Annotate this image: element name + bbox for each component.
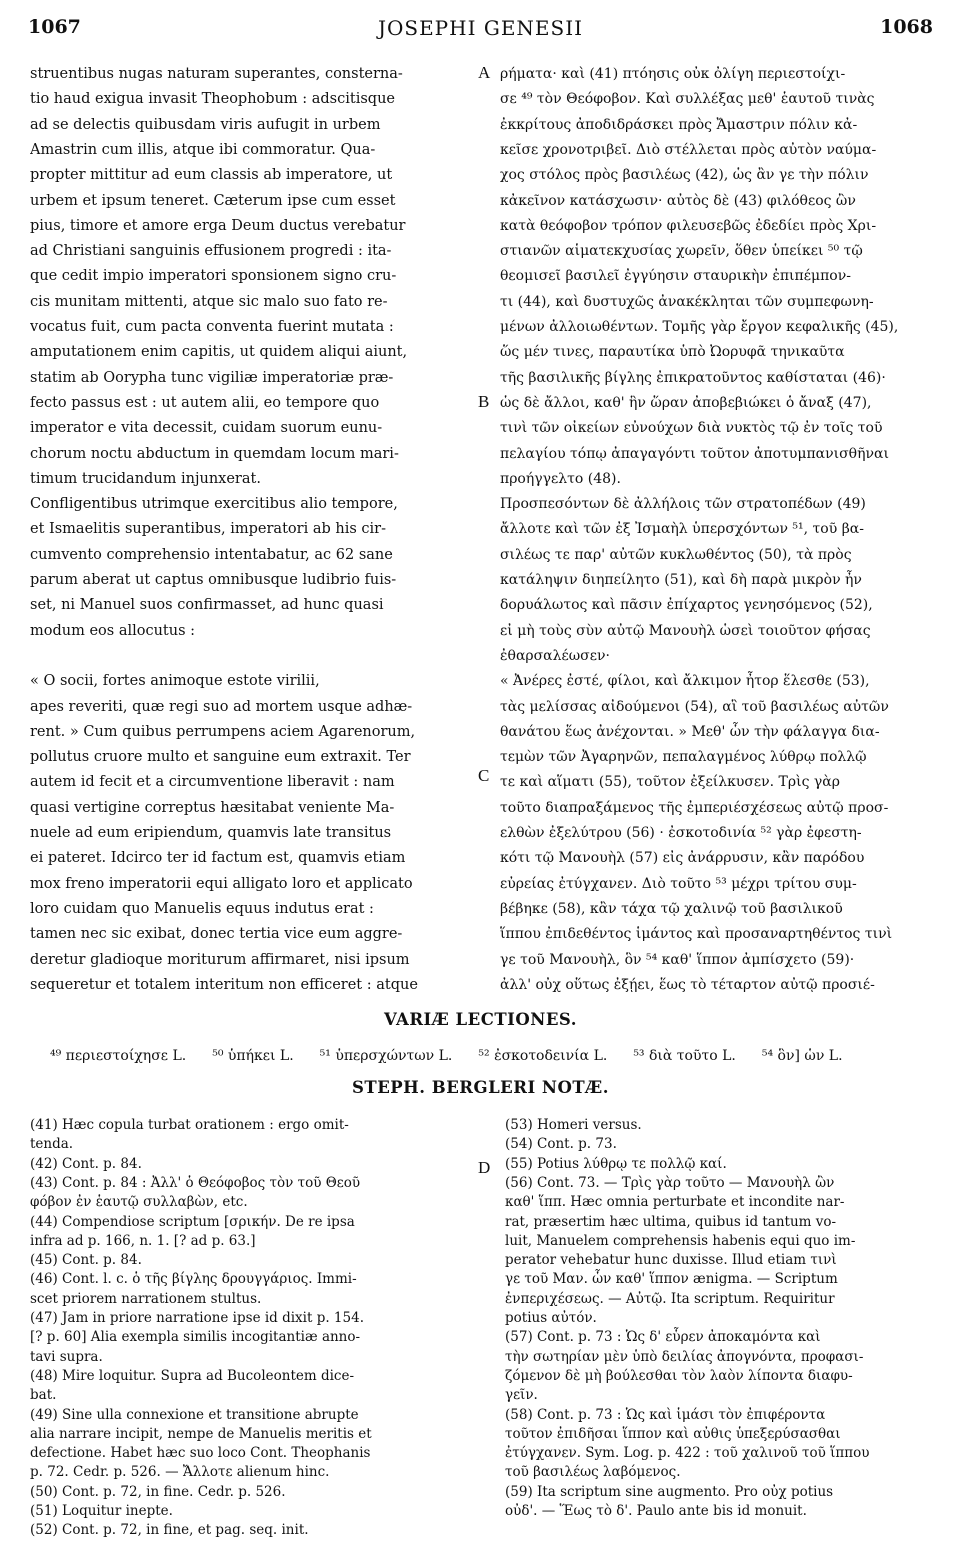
note-right-line: (54) Cont. p. 73.	[505, 1136, 617, 1153]
latin-text-line: amputationem enim capitis, ut quidem aliqui aiunt,	[30, 344, 408, 361]
greek-text-line: κεῖσε χρονοτριβεῖ. Διὸ στέλλεται πρὸς αὐτὸν ναύμα-	[500, 141, 877, 158]
greek-text-line: τῆς βασιλικῆς βίγλης ἐπικρατοῦντος καθίσταται (46)·	[500, 369, 886, 386]
greek-text-line: εὐρείας ἐτύγχανεν. Διὸ τοῦτο ⁵³ μέχρι τρίτου συμ-	[500, 875, 857, 892]
greek-text-line: δορυάλωτος καὶ πᾶσιν ἐπίχαρτος γενησόμενος (52),	[500, 597, 873, 614]
latin-text-line: fecto passus est : ut autem alii, eo tempore quo	[30, 394, 380, 411]
latin-text-line: autem id fecit et a circumventione liberavit : nam	[30, 774, 395, 791]
latin-text-line: Confligentibus utrimque exercitibus alio tempore,	[30, 496, 398, 513]
note-left-line: (46) Cont. l. c. ὁ τῆς βίγλης δρουγγάριος. Immi-	[30, 1271, 357, 1288]
latin-text-line: statim ab Oorypha tunc vigiliæ imperatoriæ præ-	[30, 369, 394, 386]
latin-text-line: chorum noctu abductum in quemdam locum mari-	[30, 445, 399, 462]
latin-text-line: ad Christiani sanguinis effusionem progredi : ita-	[30, 243, 392, 260]
latin-text-line: deretur gladioque moriturum affirmaret, nisi ipsum	[30, 951, 410, 968]
margin-letter-b: B	[478, 392, 490, 411]
variant-reading: ⁵¹ ὑπερσχώντων L.	[319, 1048, 453, 1064]
note-left-line: (42) Cont. p. 84.	[30, 1155, 142, 1172]
greek-text-line: εἰ μὴ τοὺς σὺν αὐτῷ Μανουὴλ ὡσεὶ τοιοῦτον φήσας	[500, 622, 871, 639]
note-right-line: ἐτύγχανεν. Sym. Log. p. 422 : τοῦ χαλινοῦ τοῦ ἵππου	[505, 1445, 870, 1462]
note-left-line: (50) Cont. p. 72, in fine. Cedr. p. 526.	[30, 1483, 286, 1500]
note-left-line: (51) Loquitur inepte.	[30, 1503, 173, 1519]
note-right-line: rat, præsertim hæc ultima, quibus id tantum vo-	[505, 1213, 837, 1230]
greek-text-line: ὡς δὲ ἄλλοι, καθ' ἣν ὥραν ἀποβεβιώκει ὁ ἄναξ (47),	[500, 394, 872, 411]
note-right-line: ζόμενον δὲ μὴ βούλεσθαι τὸν λαὸν λίποντα διαφυ-	[505, 1367, 853, 1384]
greek-text-line: ἄλλοτε καὶ τῶν ἐξ Ἰσμαὴλ ὑπερσχόντων ⁵¹, τοῦ βα-	[500, 521, 864, 538]
note-left-line: [? p. 60] Alia exempla similis incogitantiæ anno-	[30, 1329, 361, 1346]
latin-text-line: Amastrin cum illis, atque ibi commoratur. Qua-	[30, 141, 376, 158]
latin-text-line: quasi vertigine correptus hæsitabat veniente Ma-	[30, 799, 395, 816]
latin-text-line: parum aberat ut captus omnibusque ludibrio fuis-	[30, 572, 397, 588]
greek-text-line: προήγγελτο (48).	[500, 470, 621, 487]
note-right-line: (57) Cont. p. 73 : Ὡς δ' εὗρεν ἀποκαμόντα καὶ	[505, 1329, 821, 1346]
note-right-line: (55) Potius λύθρῳ τε πολλῷ καί.	[505, 1155, 727, 1172]
running-header	[28, 16, 933, 46]
greek-text-line: θεομισεῖ βασιλεῖ ἐγγύησιν σταυρικὴν ἐπιπέμπον-	[500, 268, 851, 285]
greek-text-line: κἀκεῖνον κατάσχωσιν· αὐτὸς δὲ (43) φιλόθεος ὢν	[500, 192, 856, 209]
greek-text-line: κατὰ θεόφοβον τρόπον φιλευσεβῶς ἐδεδίει πρὸς Χρι-	[500, 217, 877, 234]
note-left-line: (43) Cont. p. 84 : Ἀλλ' ὁ Θεόφοβος τὸν τοῦ Θεοῦ	[30, 1174, 361, 1191]
note-right-line: perator vehebatur hunc duxisse. Illud etiam τινὶ	[505, 1252, 837, 1269]
note-left-line: (41) Hæc copula turbat orationem : ergo omit-	[30, 1117, 349, 1133]
note-right-line: (56) Cont. 73. — Τρὶς γὰρ τοῦτο — Μανουὴλ ὢν	[505, 1174, 835, 1191]
greek-text-line: τινὶ τῶν οἰκείων εὐνούχων διὰ νυκτὸς τῷ ἐν τοῖς τοῦ	[500, 420, 883, 437]
greek-text-line: σιλέως τε παρ' αὐτῶν κυκλωθέντος (50), τὰ πρὸς	[500, 546, 852, 563]
latin-text-line: tamen nec sic exibat, donec tertia vice eum aggre-	[30, 926, 403, 943]
latin-text-line: set, ni Manuel suos confirmasset, ad hunc quasi	[30, 597, 384, 614]
note-left-line: φόβον ἐν ἑαυτῷ συλλαβὼν, etc.	[30, 1194, 248, 1211]
variant-reading: ⁵⁴ ὃν] ὧν L.	[761, 1048, 843, 1064]
note-right-line: τοῦτον ἐπιδῆσαι ἵππον καὶ αὐθις ὑπεξερύσασθαι	[505, 1425, 841, 1442]
latin-text-line: struentibus nugas naturam superantes, consterna-	[30, 66, 403, 82]
latin-text-line: mox freno imperatorii equi alligato loro et applicato	[30, 875, 413, 892]
variant-readings	[50, 1048, 921, 1070]
greek-text-line: βέβηκε (58), κἂν τάχα τῷ χαλινῷ τοῦ βασιλικοῦ	[500, 900, 843, 917]
greek-text-line: θανάτου ἕως ἀνέχονται. » Μεθ' ὧν τὴν φάλαγγα δια-	[500, 723, 880, 740]
note-right-line: (59) Ita scriptum sine augmento. Pro οὐχ potius	[505, 1483, 834, 1500]
greek-text-line: τι (44), καὶ δυστυχῶς ἀνακέκληται τῶν συμπεφωνη-	[500, 293, 874, 310]
note-right-line: οὐδ'. — Ἕως τὸ δ'. Paulo ante bis id monuit.	[505, 1503, 807, 1519]
latin-text-line: ad se delectis quibusdam viris aufugit in urbem	[30, 116, 381, 133]
greek-text-line: ἐκκρίτους ἀποδιδράσκει πρὸς Ἄμαστριν πόλιν κἀ-	[500, 116, 858, 133]
latin-text-line: cumvento comprehensio intentabatur, ac 62 sane	[30, 546, 393, 563]
latin-text-line: pius, timore et amore erga Deum ductus verebatur	[30, 217, 406, 234]
note-right-line: ἐνπεριχέσεως. — Αὐτῷ. Ita scriptum. Requiritur	[505, 1290, 835, 1307]
note-right-line: (53) Homeri versus.	[505, 1117, 642, 1133]
greek-text-line: ελθὼν ἐξελύτρου (56) · ἐσκοτοδινία ⁵² γὰρ ἐφεστη-	[500, 825, 862, 841]
latin-text-line: urbem et ipsum teneret. Cæterum ipse cum esset	[30, 192, 396, 209]
greek-text-line: ἵππου ἐπιδεθέντος ἱμάντος καὶ προσαναρτηθέντος τινὶ	[500, 926, 893, 943]
latin-text-line: rent. » Cum quibus perrumpens aciem Agarenorum,	[30, 723, 416, 740]
variant-reading: ⁴⁹ περιεστοίχησε L.	[50, 1048, 187, 1064]
latin-text-line: cis munitam mittenti, atque sic malo suo fato re-	[30, 293, 388, 310]
latin-text-line: propter mittitur ad eum classis ab imperatore, ut	[30, 167, 393, 184]
greek-text-line: ἀλλ' οὐχ οὕτως ἐξῄει, ἕως τὸ τέταρτον αὐτῷ προσιέ-	[500, 976, 875, 993]
greek-text-line: κότι τῷ Μανουὴλ (57) εἰς ἀνάρρυσιν, κἂν παρόδου	[500, 850, 865, 867]
latin-text-line: timum trucidandum injunxerat.	[30, 470, 261, 487]
latin-text-line: tio haud exigua invasit Theophobum : adscitisque	[30, 91, 395, 108]
running-title: JOSEPHI GENESII	[377, 16, 584, 40]
greek-text-line: τοῦτο διαπραξάμενος τῆς ἐμπεριέσχέσεως αὐτῷ προσ-	[500, 799, 889, 816]
margin-letter-a: A	[478, 63, 491, 82]
margin-letter-c: C	[478, 766, 490, 785]
latin-text-line: sequeretur et totalem interitum non efficeret : atque	[30, 976, 418, 993]
variae-heading: VARIÆ LECTIONES.	[384, 1010, 577, 1029]
latin-text-line: pollutus cruore multo et sanguine eum extraxit. Ter	[30, 749, 411, 766]
note-left-line: tenda.	[30, 1136, 74, 1153]
greek-text-line: ρήματα· καὶ (41) πτόησις οὐκ ὀλίγη περιεστοίχι-	[500, 66, 846, 82]
greek-text-line: πελαγίου τόπῳ ἀπαγαγόντι τοῦτον ἀποτυμπανισθῆναι	[500, 445, 889, 462]
variant-reading: ⁵² ἐσκοτοδεινία L.	[478, 1048, 608, 1064]
note-left-line: p. 72. Cedr. p. 526. — Ἄλλοτε alienum hinc.	[30, 1464, 330, 1481]
page-number-left: 1067	[28, 16, 81, 38]
greek-text-line: ἐθαρσαλέωσεν·	[500, 647, 610, 664]
note-right-line: τοῦ βασιλέως λαβόμενος.	[505, 1464, 681, 1481]
note-right-line: potius αὐτόν.	[505, 1310, 597, 1326]
note-right-line: γε τοῦ Μαν. ὧν καθ' ἵππον ænigma. — Scriptum	[505, 1271, 838, 1288]
variant-reading: ⁵³ διὰ τοῦτο L.	[633, 1048, 736, 1064]
note-left-line: scet priorem narrationem stultus.	[30, 1290, 262, 1307]
note-left-line: (47) Jam in priore narratione ipse id dixit p. 154.	[30, 1310, 364, 1326]
greek-text-line: χος στόλος πρὸς βασιλέως (42), ὡς ἂν γε τὴν πόλιν	[500, 167, 869, 184]
note-right-line: (58) Cont. p. 73 : Ὡς καὶ ἱμάσι τὸν ἐπιφέροντα	[505, 1406, 826, 1423]
greek-text-line: κατάληψιν διηπείλητο (51), καὶ δὴ παρὰ μικρὸν ἦν	[500, 572, 862, 588]
greek-text-line: γε τοῦ Μανουὴλ, ὃν ⁵⁴ καθ' ἵππον ἀμπίσχετο (59)·	[500, 951, 855, 968]
note-left-line: infra ad p. 166, n. 1. [? ad p. 63.]	[30, 1232, 256, 1249]
greek-text-line: στιανῶν αἱματεκχυσίας χωρεῖν, ὅθεν ὑπείκει ⁵⁰ τῷ	[500, 243, 863, 260]
latin-text-line	[30, 645, 472, 667]
note-left-line: defectione. Habet hæc suo loco Cont. Theophanis	[30, 1445, 371, 1462]
page-number-right: 1068	[880, 16, 933, 38]
note-left-line: tavi supra.	[30, 1348, 103, 1365]
latin-text-line: vocatus fuit, cum pacta conventa fuerint mutata :	[30, 319, 394, 335]
greek-text-line: τεμὼν τῶν Ἀγαρηνῶν, πεπαλαγμένος λύθρῳ πολλῷ	[500, 749, 867, 766]
latin-text-line: modum eos allocutus :	[30, 622, 196, 639]
latin-text-line: imperator e vita decessit, cuidam suorum eunu-	[30, 420, 383, 437]
note-right-line: luit, Manuelem comprehensis habenis equi quo im-	[505, 1232, 856, 1249]
latin-text-line: et Ismaelitis superantibus, imperatori ab his cir-	[30, 521, 386, 538]
note-left-line: (49) Sine ulla connexione et transitione abrupte	[30, 1406, 359, 1423]
note-left-line: bat.	[30, 1387, 57, 1404]
notae-heading: STEPH. BERGLERI NOTÆ.	[352, 1078, 609, 1097]
latin-text-line: que cedit impio imperatori sponsionem signo cru-	[30, 268, 397, 285]
variant-reading: ⁵⁰ ὑπήκει L.	[212, 1048, 294, 1064]
note-right-line: γεῖν.	[505, 1387, 538, 1404]
note-left-line: (52) Cont. p. 72, in fine, et pag. seq. init.	[30, 1522, 309, 1539]
latin-text-line: « O socii, fortes animoque estote viriliі,	[30, 673, 320, 690]
latin-text-line: ei pateret. Idcirco ter id factum est, quamvis etiam	[30, 850, 406, 867]
note-right-line: καθ' ἵππ. Hæc omnia perturbate et incondite nar-	[505, 1194, 845, 1211]
greek-text-line: τὰς μελίσσας αἰδούμενοι (54), αἳ τοῦ βασιλέως αὐτῶν	[500, 698, 889, 715]
note-left-line: (48) Mire loquitur. Supra ad Bucoleontem dice-	[30, 1367, 355, 1384]
latin-text-line: loro cuidam quo Manuelis equus indutus erat :	[30, 900, 374, 917]
greek-text-line: τε καὶ αἵματι (55), τοῦτον ἐξείλκυσεν. Τρὶς γὰρ	[500, 774, 840, 791]
greek-text-line: σε ⁴⁹ τὸν Θεόφοβον. Καὶ συλλέξας μεθ' ἑαυτοῦ τινὰς	[500, 91, 875, 108]
margin-letter-d: D	[478, 1158, 491, 1177]
latin-text-line: nuele ad eum eripiendum, quamvis late transitus	[30, 825, 392, 841]
latin-text-line: apes reveriti, quæ regi suo ad mortem usque adhæ-	[30, 698, 413, 715]
note-left-line: (44) Compendiose scriptum [σρικήν. De re ipsa	[30, 1213, 355, 1230]
note-right-line: τὴν σωτηρίαν μὲν ὑπὸ δειλίας ἀπογνόντα, προφασι-	[505, 1348, 864, 1365]
note-left-line: (45) Cont. p. 84.	[30, 1252, 142, 1269]
greek-text-line: Προσπεσόντων δὲ ἀλλήλοις τῶν στρατοπέδων (49)	[500, 496, 866, 513]
greek-text-line: ὥς μέν τινες, παραυτίκα ὑπὸ Ὠορυφᾶ τηνικαῦτα	[500, 344, 845, 361]
greek-text-line: « Ἀνέρες ἐστέ, φίλοι, καὶ ἄλκιμον ἦτορ ἕλεσθε (53),	[500, 673, 870, 690]
note-left-line: alia narrare incipit, nempe de Manuelis meritis et	[30, 1425, 372, 1442]
greek-text-line: μένων ἀλλοιωθέντων. Τομῆς γὰρ ἔργον κεφαλικῆς (45),	[500, 319, 899, 335]
